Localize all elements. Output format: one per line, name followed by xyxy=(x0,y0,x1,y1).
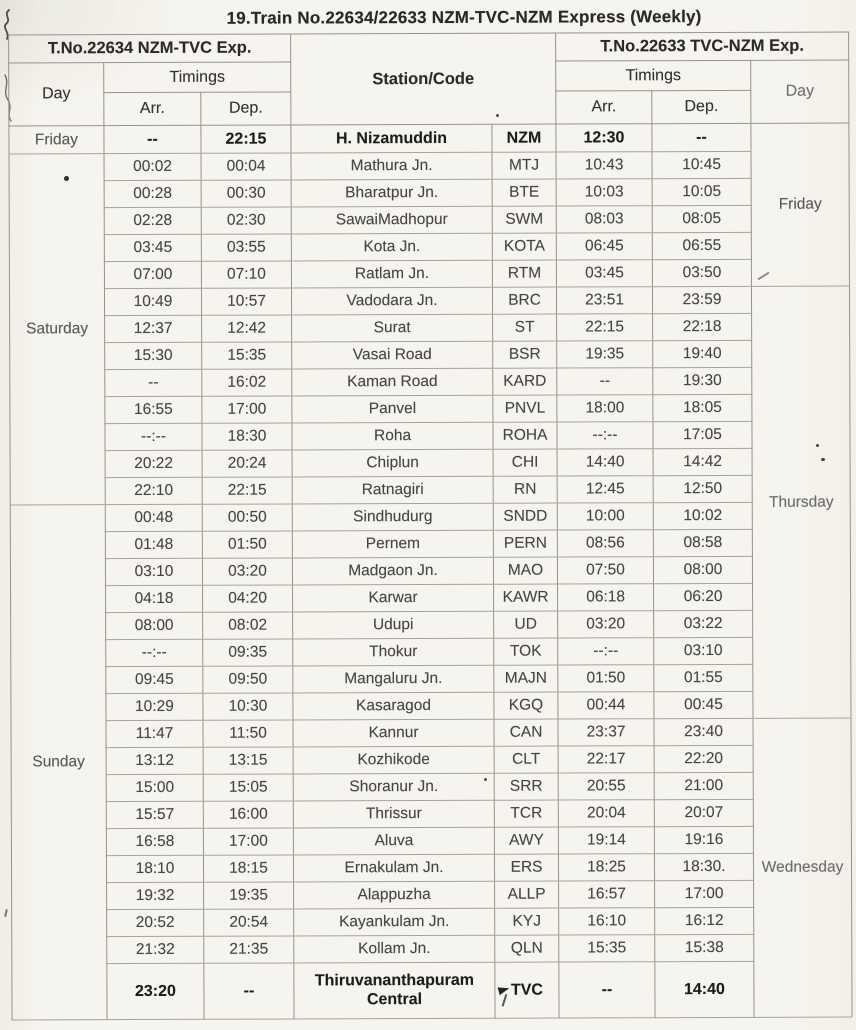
dep-time-cell: 00:50 xyxy=(202,504,292,531)
station-code-cell: CLT xyxy=(494,746,558,773)
arr-time-cell: 08:03 xyxy=(556,206,652,233)
day-cell: Friday xyxy=(9,126,104,154)
dep-time-cell: 14:42 xyxy=(653,448,752,475)
dep-time-cell: 12:42 xyxy=(202,315,292,342)
arr-time-cell: 23:51 xyxy=(557,287,653,314)
header-train-right: T.No.22633 TVC-NZM Exp. xyxy=(556,32,849,61)
station-name-cell: Kaman Road xyxy=(292,368,493,396)
arr-time-cell: 15:00 xyxy=(106,774,203,801)
dep-time-cell: 00:04 xyxy=(201,153,291,180)
station-name-cell: Mathura Jn. xyxy=(291,152,492,180)
station-name-cell: Ratnagiri xyxy=(292,476,493,504)
arr-time-cell: 04:18 xyxy=(106,585,203,612)
station-code-cell: TOK xyxy=(494,638,558,665)
station-row xyxy=(12,880,852,910)
header-dep-right: Dep. xyxy=(652,90,751,123)
header-dep-left: Dep. xyxy=(201,92,291,125)
header-timings-left: Timings xyxy=(104,62,291,93)
arr-time-cell: 22:15 xyxy=(557,314,653,341)
dep-time-cell: 22:18 xyxy=(653,313,752,340)
arr-time-cell: --:-- xyxy=(558,638,654,665)
station-row xyxy=(11,610,851,640)
station-code-cell: UD xyxy=(494,611,558,638)
station-row xyxy=(10,556,850,586)
dep-time-cell: 17:05 xyxy=(653,421,752,448)
dep-time-cell: 17:00 xyxy=(203,828,293,855)
station-row xyxy=(12,934,852,964)
scanned-timetable-page xyxy=(0,7,856,1019)
station-row xyxy=(11,583,851,613)
station-code-cell: ST xyxy=(493,314,557,341)
arr-time-cell: --:-- xyxy=(557,422,653,449)
dep-time-cell: 09:35 xyxy=(203,639,293,666)
station-code-cell: NZM xyxy=(492,124,556,152)
station-name-cell: Aluva xyxy=(293,827,494,855)
arr-time-cell: 12:45 xyxy=(557,476,653,503)
station-name-cell: Sindhudurg xyxy=(292,503,493,531)
arr-time-cell: 09:45 xyxy=(106,666,203,693)
dep-time-cell: 18:30. xyxy=(654,853,753,880)
station-code-cell: BTE xyxy=(492,179,556,206)
station-code-cell: KGQ xyxy=(494,692,558,719)
dep-time-cell: 01:55 xyxy=(654,664,753,691)
station-code-cell: SWM xyxy=(492,206,556,233)
station-name-cell: Kannur xyxy=(293,719,494,747)
dep-time-cell: 18:30 xyxy=(202,423,292,450)
station-name-cell: Kayankulam Jn. xyxy=(294,908,495,936)
arr-time-cell: 10:03 xyxy=(556,179,652,206)
arr-time-cell: 06:45 xyxy=(556,233,652,260)
arr-time-cell: 11:47 xyxy=(106,720,203,747)
dep-time-cell: 00:45 xyxy=(654,691,753,718)
dep-time-cell: 04:20 xyxy=(203,585,293,612)
station-row xyxy=(10,502,850,532)
dep-time-cell: 08:00 xyxy=(653,556,752,583)
dep-time-cell: 08:05 xyxy=(652,205,751,232)
arr-time-cell: 22:10 xyxy=(105,477,202,504)
station-row xyxy=(11,826,851,856)
station-code-cell: MTJ xyxy=(492,152,556,179)
arr-time-cell: 10:43 xyxy=(556,152,652,179)
station-row xyxy=(11,853,851,883)
station-code-cell: KYJ xyxy=(495,908,559,935)
arr-time-cell: 07:00 xyxy=(104,261,201,288)
dep-time-cell: 09:50 xyxy=(203,666,293,693)
station-name-cell: Ratlam Jn. xyxy=(291,260,492,288)
arr-time-cell: 08:00 xyxy=(106,612,203,639)
dep-time-cell: 16:00 xyxy=(203,801,293,828)
dep-time-cell: 01:50 xyxy=(202,531,292,558)
dep-time-cell: 12:50 xyxy=(653,475,752,502)
arr-time-cell: 20:55 xyxy=(558,773,654,800)
station-name-cell: Udupi xyxy=(293,611,494,639)
station-code-cell: QLN xyxy=(495,935,559,962)
header-arr-left: Arr. xyxy=(104,92,201,125)
station-code-cell: MAO xyxy=(493,557,557,584)
arr-time-cell: 16:10 xyxy=(559,908,655,935)
arr-time-cell: 16:58 xyxy=(106,828,203,855)
station-row xyxy=(11,799,851,829)
dep-time-cell: 06:55 xyxy=(652,232,751,259)
station-name-cell: Kollam Jn. xyxy=(294,935,495,963)
arr-time-cell: 08:56 xyxy=(557,530,653,557)
dep-time-cell: 03:55 xyxy=(201,234,291,261)
arr-time-cell: 23:37 xyxy=(558,719,654,746)
station-row xyxy=(11,718,851,748)
arr-time-cell: 18:00 xyxy=(557,395,653,422)
arr-time-cell: 21:32 xyxy=(107,936,204,963)
station-code-cell: CHI xyxy=(493,449,557,476)
station-name-cell: Pernem xyxy=(292,530,493,558)
dep-time-cell: 03:50 xyxy=(652,259,751,286)
dep-time-cell: 21:00 xyxy=(654,772,753,799)
dep-time-cell: 15:35 xyxy=(202,342,292,369)
arr-time-cell: -- xyxy=(559,962,655,1018)
dep-time-cell: 17:00 xyxy=(202,396,292,423)
dep-time-cell: 23:40 xyxy=(654,718,753,745)
station-code-cell: BSR xyxy=(493,341,557,368)
station-row xyxy=(10,394,850,424)
day-cell: Sunday xyxy=(10,505,107,1020)
dep-time-cell: 14:40 xyxy=(655,961,754,1017)
arr-time-cell: 03:20 xyxy=(558,611,654,638)
timetable-body xyxy=(9,123,852,1020)
dep-time-cell: 19:35 xyxy=(204,882,294,909)
station-code-cell: SRR xyxy=(494,773,558,800)
station-name-cell: Kozhikode xyxy=(293,746,494,774)
station-row xyxy=(9,259,849,289)
station-code-cell: PERN xyxy=(493,530,557,557)
arr-time-cell: 10:29 xyxy=(106,693,203,720)
station-name-cell: H. Nizamuddin xyxy=(291,124,492,153)
station-row xyxy=(10,367,850,397)
dep-time-cell: 07:10 xyxy=(201,261,291,288)
arr-time-cell: 13:12 xyxy=(106,747,203,774)
station-row xyxy=(9,286,849,316)
station-name-cell: Panvel xyxy=(292,395,493,423)
dep-time-cell: 11:50 xyxy=(203,720,293,747)
header-arr-right: Arr. xyxy=(556,91,652,124)
dep-time-cell: 03:20 xyxy=(202,558,292,585)
station-row xyxy=(11,691,851,721)
dep-time-cell: 22:15 xyxy=(201,125,291,153)
station-code-cell: MAJN xyxy=(494,665,558,692)
dep-time-cell: 03:22 xyxy=(654,610,753,637)
document xyxy=(0,6,856,1021)
dep-time-cell: 19:16 xyxy=(654,826,753,853)
station-code-cell: KARD xyxy=(493,368,557,395)
station-name-cell: Kota Jn. xyxy=(291,233,492,261)
dep-time-cell: 18:05 xyxy=(653,394,752,421)
dep-time-cell: 10:30 xyxy=(203,693,293,720)
arr-time-cell: 16:55 xyxy=(105,396,202,423)
dep-time-cell: 10:05 xyxy=(652,178,751,205)
station-code-cell: CAN xyxy=(494,719,558,746)
arr-time-cell: 00:28 xyxy=(104,180,201,207)
dep-time-cell: 08:02 xyxy=(203,612,293,639)
arr-time-cell: 20:52 xyxy=(107,909,204,936)
arr-time-cell: 19:35 xyxy=(557,341,653,368)
station-name-cell: Chiplun xyxy=(292,449,493,477)
arr-time-cell: 18:10 xyxy=(106,855,203,882)
header-row-trains xyxy=(9,32,849,63)
arr-time-cell: 03:10 xyxy=(105,558,202,585)
day-cell: Thursday xyxy=(752,286,852,718)
day-cell: Friday xyxy=(751,123,850,286)
station-row xyxy=(9,205,849,235)
station-row xyxy=(9,232,849,262)
day-cell: Saturday xyxy=(9,154,105,505)
dep-time-cell: 02:30 xyxy=(201,207,291,234)
arr-time-cell: --:-- xyxy=(106,639,203,666)
dep-time-cell: -- xyxy=(652,123,751,151)
dep-time-cell: 22:15 xyxy=(202,477,292,504)
arr-time-cell: 00:48 xyxy=(105,504,202,531)
day-cell: Wednesday xyxy=(753,718,852,1017)
dep-time-cell: 20:07 xyxy=(654,799,753,826)
station-row xyxy=(11,772,851,802)
station-code-cell: AWY xyxy=(494,827,558,854)
arr-time-cell: --:-- xyxy=(105,423,202,450)
station-code-cell: ROHA xyxy=(493,422,557,449)
station-row xyxy=(10,340,850,370)
station-name-cell: Thrissur xyxy=(293,800,494,828)
arr-time-cell: 12:37 xyxy=(105,315,202,342)
station-code-cell: ERS xyxy=(494,854,558,881)
station-row xyxy=(11,664,851,694)
dep-time-cell: 22:20 xyxy=(654,745,753,772)
dep-time-cell: 06:20 xyxy=(654,583,753,610)
page-title: 19.Train No.22634/22633 NZM-TVC-NZM Express (Weekly) xyxy=(226,7,702,28)
station-code-cell: BRC xyxy=(493,287,557,314)
station-name-cell: Ernakulam Jn. xyxy=(293,854,494,882)
station-code-cell: PNVL xyxy=(493,395,557,422)
station-row xyxy=(10,475,850,505)
arr-time-cell: -- xyxy=(104,125,201,153)
dep-time-cell: 08:58 xyxy=(653,529,752,556)
dep-time-cell: 03:10 xyxy=(654,637,753,664)
arr-time-cell: 01:48 xyxy=(105,531,202,558)
station-name-cell: Thokur xyxy=(293,638,494,666)
dep-time-cell: -- xyxy=(204,963,294,1019)
station-name-cell: SawaiMadhopur xyxy=(291,206,492,234)
dep-time-cell: 20:54 xyxy=(204,909,294,936)
header-station-code: Station/Code xyxy=(291,33,556,125)
station-row xyxy=(10,421,850,451)
dep-time-cell: 20:24 xyxy=(202,450,292,477)
arr-time-cell: 00:44 xyxy=(558,692,654,719)
dep-time-cell: 16:02 xyxy=(202,369,292,396)
arr-time-cell: 00:02 xyxy=(104,153,201,180)
station-row xyxy=(11,745,851,775)
arr-time-cell: 18:25 xyxy=(558,854,654,881)
station-name-cell: Kasaragod xyxy=(293,692,494,720)
arr-time-cell: 15:30 xyxy=(105,342,202,369)
arr-time-cell: 07:50 xyxy=(557,557,653,584)
station-row xyxy=(10,448,850,478)
station-row xyxy=(10,313,850,343)
arr-time-cell: 12:30 xyxy=(556,124,652,152)
arr-time-cell: 02:28 xyxy=(104,207,201,234)
station-name-cell: Thiruvananthapuram Central xyxy=(294,962,495,1019)
dep-time-cell: 15:38 xyxy=(655,934,754,961)
station-name-cell: Vasai Road xyxy=(292,341,493,369)
dep-time-cell: 19:40 xyxy=(653,340,752,367)
station-name-cell: Mangaluru Jn. xyxy=(293,665,494,693)
dep-time-cell: 10:57 xyxy=(201,288,291,315)
station-code-cell: ALLP xyxy=(495,881,559,908)
dep-time-cell: 10:02 xyxy=(653,502,752,529)
header-day-right: Day xyxy=(751,60,849,123)
station-row xyxy=(9,178,849,208)
arr-time-cell: 06:18 xyxy=(558,584,654,611)
dep-time-cell: 00:30 xyxy=(201,180,291,207)
station-row xyxy=(12,907,852,937)
station-code-cell: SNDD xyxy=(493,503,557,530)
station-row xyxy=(9,151,849,181)
station-name-cell: Roha xyxy=(292,422,493,450)
station-row xyxy=(12,961,852,1020)
station-name-cell: Madgaon Jn. xyxy=(292,557,493,585)
arr-time-cell: 19:14 xyxy=(558,827,654,854)
dep-time-cell: 15:05 xyxy=(203,774,293,801)
station-name-cell: Vadodara Jn. xyxy=(292,287,493,315)
station-code-cell: KOTA xyxy=(492,233,556,260)
dep-time-cell: 21:35 xyxy=(204,936,294,963)
train-timetable xyxy=(8,32,852,1021)
station-row xyxy=(11,637,851,667)
dep-time-cell: 10:45 xyxy=(652,151,751,178)
station-row xyxy=(10,529,850,559)
arr-time-cell: 10:00 xyxy=(557,503,653,530)
arr-time-cell: 20:04 xyxy=(558,800,654,827)
arr-time-cell: 10:49 xyxy=(104,288,201,315)
arr-time-cell: 23:20 xyxy=(107,963,204,1019)
dep-time-cell: 18:15 xyxy=(203,855,293,882)
dep-time-cell: 19:30 xyxy=(653,367,752,394)
arr-time-cell: 22:17 xyxy=(558,746,654,773)
station-name-cell: Bharatpur Jn. xyxy=(291,179,492,207)
station-row xyxy=(9,123,849,154)
arr-time-cell: 03:45 xyxy=(104,234,201,261)
station-name-cell: Karwar xyxy=(293,584,494,612)
dep-time-cell: 23:59 xyxy=(653,286,752,313)
header-timings-right: Timings xyxy=(556,60,751,91)
header-day-left: Day xyxy=(9,63,104,126)
arr-time-cell: -- xyxy=(105,369,202,396)
station-code-cell: TVC xyxy=(495,962,559,1018)
station-name-cell: Shoranur Jn. xyxy=(293,773,494,801)
station-code-cell: RTM xyxy=(492,260,556,287)
header-train-left: T.No.22634 NZM-TVC Exp. xyxy=(9,34,291,63)
arr-time-cell: 14:40 xyxy=(557,449,653,476)
arr-time-cell: 15:35 xyxy=(559,935,655,962)
dep-time-cell: 17:00 xyxy=(655,880,754,907)
arr-time-cell: 15:57 xyxy=(106,801,203,828)
station-name-cell: Surat xyxy=(292,314,493,342)
dep-time-cell: 13:15 xyxy=(203,747,293,774)
station-name-cell: Alappuzha xyxy=(294,881,495,909)
arr-time-cell: 19:32 xyxy=(107,882,204,909)
station-code-cell: TCR xyxy=(494,800,558,827)
arr-time-cell: 16:57 xyxy=(559,881,655,908)
station-code-cell: RN xyxy=(493,476,557,503)
arr-time-cell: 03:45 xyxy=(556,260,652,287)
arr-time-cell: 01:50 xyxy=(558,665,654,692)
station-code-cell: KAWR xyxy=(494,584,558,611)
arr-time-cell: -- xyxy=(557,368,653,395)
arr-time-cell: 20:22 xyxy=(105,450,202,477)
dep-time-cell: 16:12 xyxy=(655,907,754,934)
